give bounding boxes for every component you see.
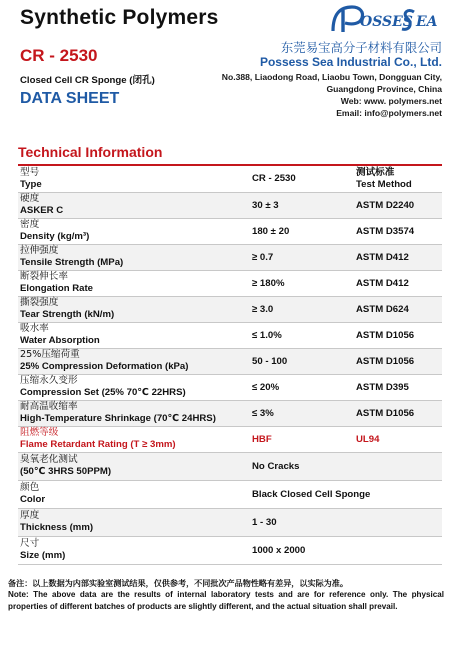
row-label-en: (50℃ 3HRS 50PPM) bbox=[20, 466, 112, 477]
footnote-chinese: 备注：以上数据为内部实验室测试结果，仅供参考，不同批次产品物性略有差异，以实际为准。 bbox=[8, 578, 348, 588]
row-label-en: High-Temperature Shrinkage (70℃ 24HRS) bbox=[20, 413, 216, 424]
row-label-cn: 颜色 bbox=[20, 482, 40, 493]
row-label-en: Size (mm) bbox=[20, 550, 66, 561]
row-value: ≤ 20% bbox=[250, 374, 354, 400]
row-label-cn: 厚度 bbox=[20, 510, 40, 521]
table-row bbox=[18, 270, 442, 296]
row-label-cn: 硬度 bbox=[20, 193, 40, 204]
table-row bbox=[18, 296, 442, 322]
row-label-cn: 尺寸 bbox=[20, 538, 40, 549]
row-value: ≥ 180% bbox=[250, 270, 354, 296]
row-method: ASTM D1056 bbox=[354, 400, 442, 426]
row-label-en: Type bbox=[20, 178, 42, 190]
row-method: ASTM D624 bbox=[354, 296, 442, 322]
row-label-en: ASKER C bbox=[20, 205, 64, 216]
row-label-cn: 阻燃等级 bbox=[20, 427, 59, 438]
table-row bbox=[18, 374, 442, 400]
row-label-cn: 臭氧老化测试 bbox=[20, 454, 78, 465]
logo-text-right: EA bbox=[416, 14, 438, 30]
row-label-en: Density (kg/m³) bbox=[20, 231, 90, 242]
document-type: DATA SHEET bbox=[20, 90, 120, 107]
company-address-line1: No.388, Liaodong Road, Liaobu Town, Dongguan City, bbox=[221, 72, 442, 82]
footnote-english: Note: The above data are the results of internal laboratory tests and are for reference only. The physical properties of different batches of products are slightly different, and the actual situation shall prevail. bbox=[8, 590, 444, 611]
row-value: ≤ 1.0% bbox=[250, 322, 354, 348]
row-label-en: Tear Strength (kN/m) bbox=[20, 309, 115, 320]
company-web: Web: www. polymers.net bbox=[340, 96, 442, 106]
possess-sea-logo-icon bbox=[330, 4, 442, 34]
row-label-en: Color bbox=[20, 494, 46, 505]
row-label-en: Flame Retardant Rating (T ≥ 3mm) bbox=[20, 439, 176, 450]
table-row bbox=[18, 508, 442, 536]
row-label-en: Elongation Rate bbox=[20, 283, 94, 294]
row-method: ASTM D412 bbox=[354, 244, 442, 270]
company-address-line2: Guangdong Province, China bbox=[326, 84, 442, 94]
company-name-chinese: 东莞易宝高分子材料有限公司 bbox=[280, 40, 442, 55]
row-label-en: Compression Set (25% 70℃ 22HRS) bbox=[20, 387, 186, 398]
row-value: 50 - 100 bbox=[250, 348, 354, 374]
row-label-en: 25% Compression Deformation (kPa) bbox=[20, 361, 189, 372]
footnote bbox=[8, 577, 444, 613]
logo-text-left: OSSES bbox=[360, 14, 413, 30]
row-label-cn: 拉伸强度 bbox=[20, 245, 59, 256]
technical-info-table bbox=[18, 166, 442, 565]
row-value: 1000 x 2000 bbox=[250, 536, 442, 564]
table-row bbox=[18, 452, 442, 480]
row-value: CR - 2530 bbox=[250, 166, 354, 192]
method-header-en: Test Method bbox=[356, 178, 412, 190]
row-method: ASTM D395 bbox=[354, 374, 442, 400]
row-label-cn: 撕裂强度 bbox=[20, 297, 59, 308]
row-value: ≥ 0.7 bbox=[250, 244, 354, 270]
row-value: 180 ± 20 bbox=[250, 218, 354, 244]
row-value: ≤ 3% bbox=[250, 400, 354, 426]
table-row bbox=[18, 192, 442, 218]
row-label-cn: 25%压缩荷重 bbox=[20, 349, 80, 360]
company-email: Email: info@polymers.net bbox=[336, 108, 442, 118]
row-label-cn: 断裂伸长率 bbox=[20, 271, 68, 282]
row-method: ASTM D412 bbox=[354, 270, 442, 296]
row-method: ASTM D3574 bbox=[354, 218, 442, 244]
table-row bbox=[18, 218, 442, 244]
row-value: 30 ± 3 bbox=[250, 192, 354, 218]
table-row bbox=[18, 348, 442, 374]
table-row bbox=[18, 480, 442, 508]
row-label-cn: 型号 bbox=[20, 166, 40, 178]
company-name-english: Possess Sea Industrial Co., Ltd. bbox=[259, 55, 442, 69]
product-subtitle: Closed Cell CR Sponge (闭孔) bbox=[20, 75, 155, 86]
table-row bbox=[18, 244, 442, 270]
row-label-en: Water Absorption bbox=[20, 335, 100, 346]
row-label-cn: 密度 bbox=[20, 219, 40, 230]
row-method: UL94 bbox=[354, 426, 442, 452]
row-label-cn: 压缩永久变形 bbox=[20, 375, 78, 386]
table-row bbox=[18, 536, 442, 564]
table-row-flame-retardant bbox=[18, 426, 442, 452]
section-title: Technical Information bbox=[18, 144, 163, 160]
row-label-cn: 耐高温收缩率 bbox=[20, 401, 78, 412]
page-title: Synthetic Polymers bbox=[20, 6, 219, 29]
row-value: Black Closed Cell Sponge bbox=[250, 480, 442, 508]
row-method: ASTM D1056 bbox=[354, 348, 442, 374]
row-value: 1 - 30 bbox=[250, 508, 442, 536]
table-row bbox=[18, 322, 442, 348]
row-label-en: Thickness (mm) bbox=[20, 522, 94, 533]
row-value: ≥ 3.0 bbox=[250, 296, 354, 322]
row-value: No Cracks bbox=[250, 452, 442, 480]
model-number: CR - 2530 bbox=[20, 46, 98, 65]
row-method: ASTM D1056 bbox=[354, 322, 442, 348]
row-value: HBF bbox=[250, 426, 354, 452]
row-method: ASTM D2240 bbox=[354, 192, 442, 218]
row-label-en: Tensile Strength (MPa) bbox=[20, 257, 124, 268]
table-header-row bbox=[18, 166, 442, 192]
table-row bbox=[18, 400, 442, 426]
method-header-cn: 测试标准 bbox=[356, 166, 395, 178]
row-label-cn: 吸水率 bbox=[20, 323, 49, 334]
